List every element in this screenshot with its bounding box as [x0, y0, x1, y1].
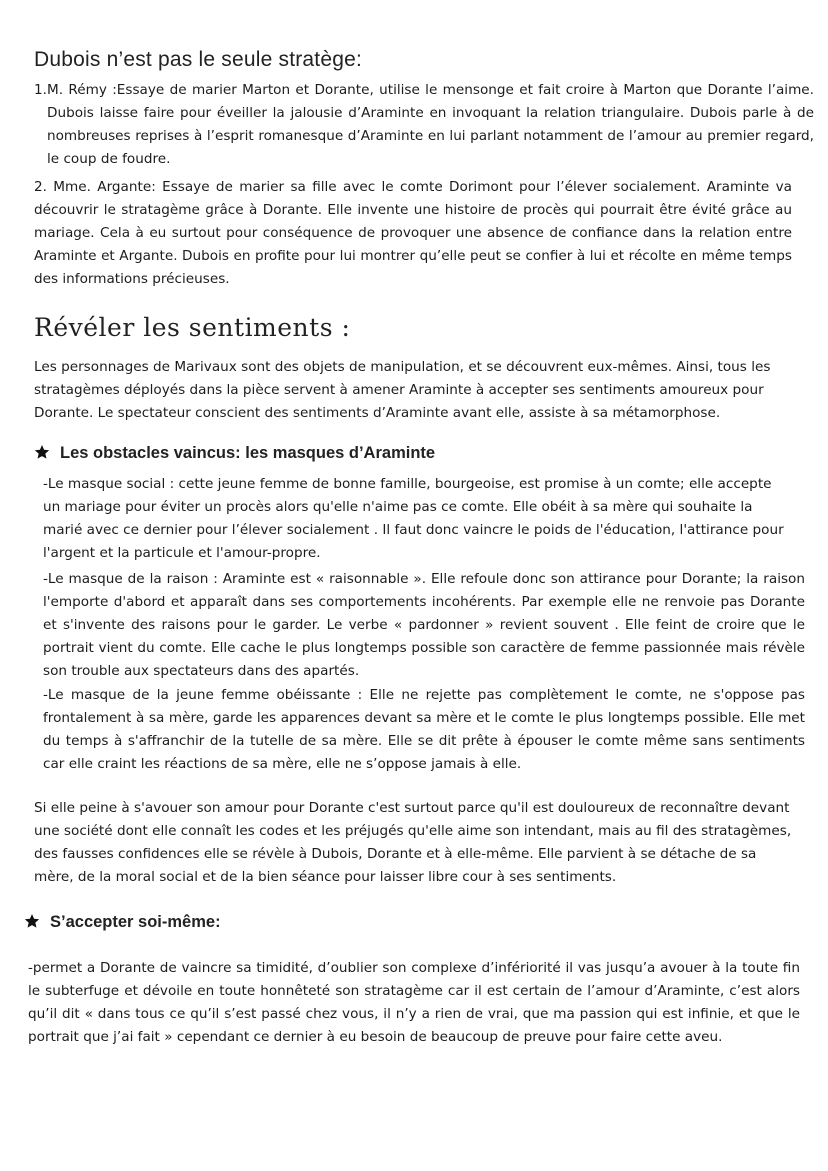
list-item-number: 1.: [34, 82, 47, 98]
star-icon: [34, 444, 50, 460]
star-icon: [24, 913, 40, 929]
list-item-remy: [34, 79, 814, 171]
paragraph-mask-obedient: -Le masque de la jeune femme obéissante : Elle ne rejette pas complètement le comte, ne s'oppose pas frontalement à sa mère, garde les apparences devant sa mère et le comte le plus longtemps possible. Elle met du temps à s'affranchir de la tutelle de sa mère. Elle se dit prête à épouser le comte même sans sentiments car elle craint les réactions de sa mère, elle ne s’oppose jamais à elle.: [43, 687, 805, 772]
list-item-text: M. Rémy :Essaye de marier Marton et Dorante, utilise le mensonge et fait croire à Marton que Dorante l’aime. Dubois laisse faire pour éveiller la jalousie d’Araminte en invoquant la relation triangulaire. Dubois parle à de nombreuses reprises à l’esprit romanesque d’Araminte en lui parlant notamment de l’amour au premier regard, le coup de foudre.: [47, 82, 814, 167]
section-title-reveal-feelings: Révéler les sentiments :: [34, 313, 351, 342]
paragraph-mask-reason: -Le masque de la raison : Araminte est « raisonnable ». Elle refoule donc son attirance pour Dorante; la raison l'emporte d'abord et apparaît dans ses comportements incohérents. Par exemple elle ne renvoie pas Dorante et s'invente des raisons pour le garder. Le verbe « pardonner » revient souvent . Elle feint de croire que le portrait vient du comte. Elle cache le plus longtemps possible son caractère de femme passionnée mais révèle son trouble aux spectateurs dans des apartés.: [43, 571, 805, 679]
paragraph-conclusion: Si elle peine à s'avouer son amour pour Dorante c'est surtout parce qu'il est douloureux de reconnaître devant une société dont elle connaît les codes et les préjugés qu'elle aime son intendant, mais au fil des stratagèmes, des fausses confidences elle se révèle à Dubois, Dorante et à elle-même. Elle parvient à se détache de sa mère, de la moral social et de la bien séance pour laisser libre cour à ses sentiments.: [34, 800, 792, 885]
subheading-self-acceptance-label: S’accepter soi-même:: [50, 913, 221, 931]
subheading-self-acceptance: [24, 913, 221, 932]
paragraph-self-acceptance: -permet a Dorante de vaincre sa timidité, d’oublier son complexe d’infériorité il vas jusqu’a avouer à la toute fin le subterfuge et dévoile en toute honnêteté son stratagème car il est certain de l’amour d’Araminte, c’est alors qu’il dit « dans tous ce qu’il s’est passé chez vous, il n’y a rien de vrai, que ma passion qui est infinie, et que le portrait que j’ai fait » cependant ce dernier à eu besoin de beaucoup de preuve pour faire cette aveu.: [28, 960, 800, 1045]
subheading-obstacles: [34, 444, 435, 463]
paragraph-argante: 2. Mme. Argante: Essaye de marier sa fille avec le comte Dorimont pour l’élever socialement. Araminte va découvrir le stratagème grâce à Dorante. Elle invente une histoire de procès qui pourrait être évité grâce au mariage. Cela à eu surtout pour conséquence de provoquer une absence de confiance dans la relation entre Araminte et Argante. Dubois en profite pour lui montrer qu’elle peut se confier à lui et récolte en même temps des informations précieuses.: [34, 179, 792, 287]
subheading-obstacles-label: Les obstacles vaincus: les masques d’Araminte: [60, 444, 436, 462]
paragraph-mask-social: -Le masque social : cette jeune femme de bonne famille, bourgeoise, est promise à un comte; elle accepte un mariage pour éviter un procès alors qu'elle n'aime pas ce comte. Elle obéit à sa mère qui souhaite la marié avec ce dernier pour l’élever socialement . Il faut donc vaincre le poids de l'éducation, l'attirance pour l'argent et la particule et l'amour-propre.: [43, 476, 784, 561]
section-title-strategists: Dubois n’est pas le seule stratège:: [34, 48, 363, 71]
paragraph-intro: Les personnages de Marivaux sont des objets de manipulation, et se découvrent eux-mêmes. Ainsi, tous les stratagèmes déployés dans la pièce servent à amener Araminte à accepter ses sentiments amoureux pour Dorante. Le spectateur conscient des sentiments d’Araminte avant elle, assiste à sa métamorphose.: [34, 359, 771, 421]
